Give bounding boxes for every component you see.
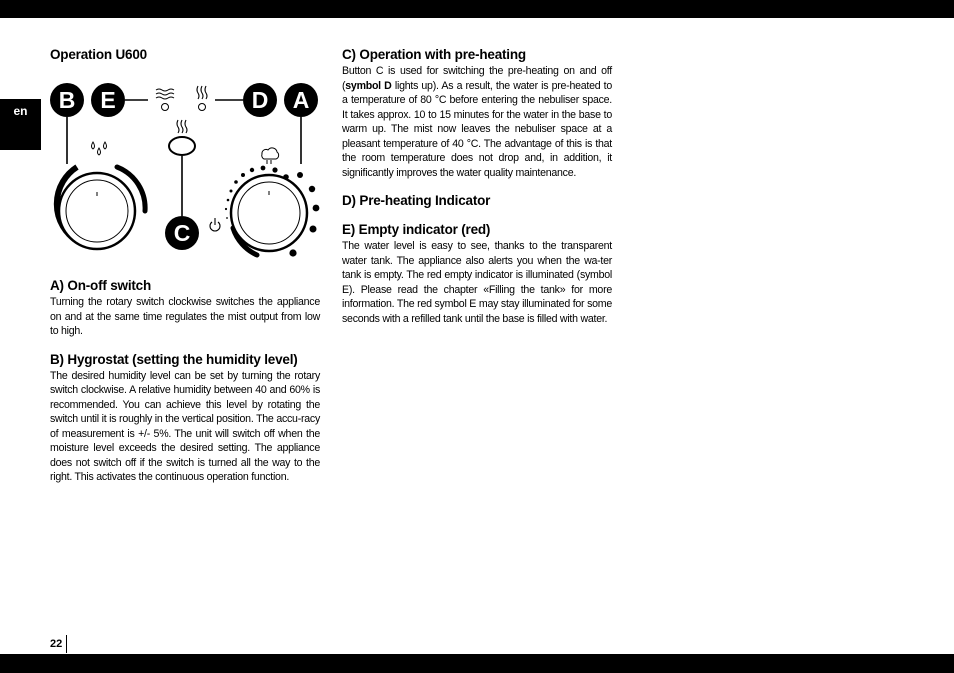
section-c-body-post: lights up). As a result, the water is pre-heated to a temperature of 80 °C before entering the nebuliser space. It takes approx. 10 to 15 minutes for the water in the base to warm up. The mist now leaves the nebuliser space at a pleasant temperature of 40 °C. The advantage of this is that the room temperature does not drop and, in addition, it significantly improves the water quality maintenance. xyxy=(342,79,612,179)
right-column xyxy=(342,46,612,326)
page-title: Operation U600 xyxy=(50,47,147,62)
section-a-body: Turning the rotary switch clockwise switches the appliance on and at the same time regulates the mist output from low to high. xyxy=(50,296,320,337)
left-sections xyxy=(50,277,320,485)
empty-indicator-led xyxy=(162,104,169,111)
preheat-indicator-icon xyxy=(197,86,207,99)
top-bar xyxy=(0,0,954,18)
section-e-body: The water level is easy to see, thanks to the transparent water tank. The appliance also alerts you when the wa-ter tank is empty. The red empty indicator is illuminated (symbol E). Please read the chapter «Filling the tank» for more information. The red symbol E may stay illuminated for some seconds with a refilled tank until the base is filled with water. xyxy=(342,240,612,325)
label-d xyxy=(243,83,277,117)
empty-indicator-icon xyxy=(156,89,174,99)
label-a xyxy=(284,83,318,117)
power-icon xyxy=(210,218,220,231)
section-c-body-bold: symbol D xyxy=(345,79,392,92)
mist-icon xyxy=(262,148,279,164)
label-b-text: B xyxy=(58,87,76,113)
preheat-indicator-led xyxy=(199,104,206,111)
section-c-body xyxy=(342,64,612,180)
bottom-bar xyxy=(0,654,954,673)
section-c-body-pre: Button C is used for switching the pre-heating on and off ( xyxy=(342,65,612,92)
label-e-text: E xyxy=(100,87,116,113)
label-c xyxy=(165,216,199,250)
heat-icon xyxy=(177,120,187,133)
language-tab: en xyxy=(0,99,41,150)
section-b-heading: B) Hygrostat (setting the humidity level) xyxy=(50,351,298,367)
control-panel-diagram xyxy=(45,78,330,268)
label-e xyxy=(91,83,125,117)
section-a-heading: A) On-off switch xyxy=(50,278,152,293)
section-c-heading: C) Operation with pre-heating xyxy=(342,47,526,62)
hygrostat-knob-inner xyxy=(66,180,128,242)
page-number: 22 xyxy=(50,635,67,653)
section-b-body: The desired humidity level can be set by turning the rotary switch clockwise. A relative humidity between 40 and 60% is recommended. You can achieve this level by rotating the switch until it is roughly in the vertical position. The accu-racy of measurement is +/- 5%. The unit will switch off when the moisture level exceeds the desired setting. The appliance does not switch off if the switch is turned all the way to the right. This activates the continuous operation function. xyxy=(50,369,320,483)
section-d-heading: D) Pre-heating Indicator xyxy=(342,193,491,208)
label-d-text: D xyxy=(251,87,269,113)
left-column xyxy=(50,46,320,64)
humidity-icon xyxy=(92,142,107,155)
section-e-heading: E) Empty indicator (red) xyxy=(342,222,491,237)
label-c-text: C xyxy=(173,220,191,246)
preheat-button[interactable] xyxy=(169,137,195,155)
label-b xyxy=(50,83,84,117)
label-a-text: A xyxy=(292,87,310,113)
